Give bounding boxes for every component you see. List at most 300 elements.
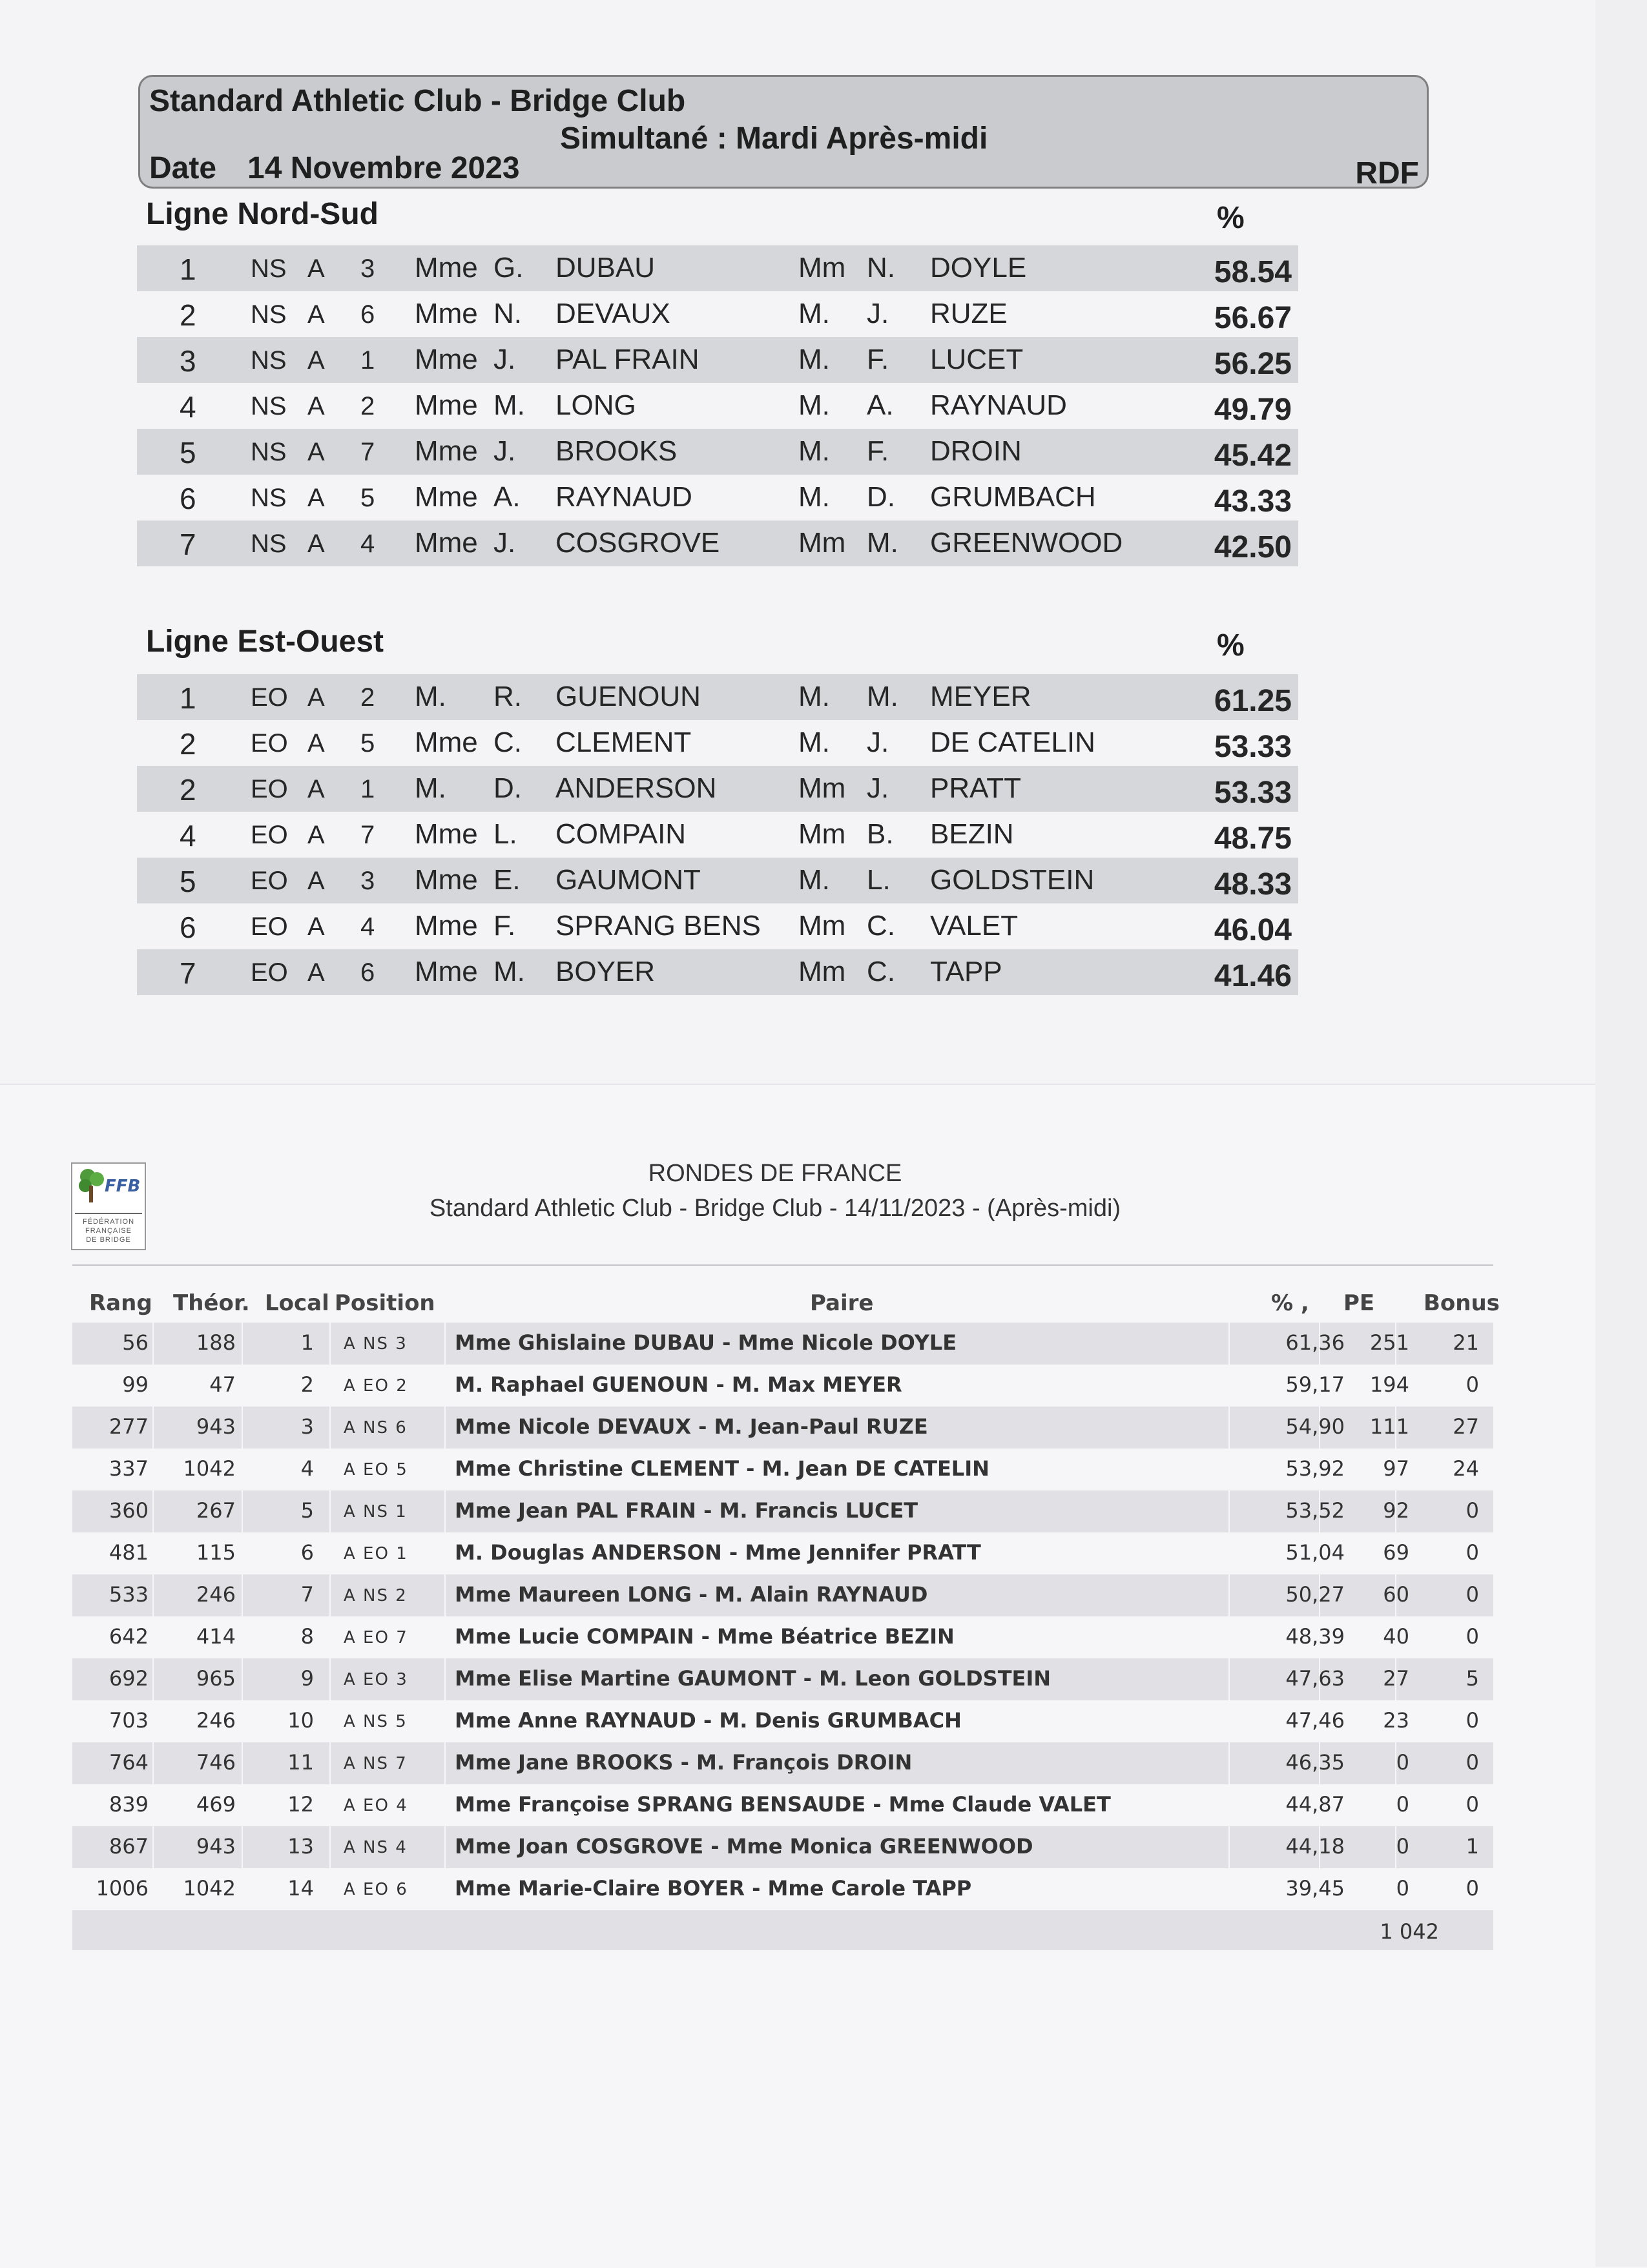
cell-t2: Mm: [798, 252, 846, 284]
cell-rang: 99: [122, 1372, 149, 1397]
result-row: [137, 245, 1298, 291]
cell-tab: 4: [360, 530, 375, 558]
col-pct: % ,: [1271, 1290, 1309, 1316]
col-theo: Théor.: [173, 1290, 250, 1316]
cell-local: 4: [300, 1456, 314, 1481]
cell-divider: [242, 1532, 243, 1574]
cell-pct: 48.33: [1214, 867, 1292, 902]
result-row: [137, 720, 1298, 766]
cell-divider: [329, 1490, 331, 1532]
cell-dir: EO: [251, 683, 288, 712]
cell-theo: 965: [196, 1666, 236, 1691]
cell-pct: 39,45: [1285, 1876, 1345, 1901]
cell-pe: 0: [1396, 1792, 1409, 1817]
cell-tab: 1: [360, 346, 375, 375]
cell-divider: [444, 1574, 446, 1616]
cell-i2: J.: [867, 772, 889, 804]
cell-rang: 360: [109, 1498, 149, 1523]
ranking-row: [72, 1448, 1493, 1490]
cell-i1: A.: [493, 481, 521, 513]
cell-divider: [444, 1700, 446, 1742]
cell-local: 6: [300, 1540, 314, 1565]
cell-divider: [444, 1616, 446, 1658]
cell-rank: 7: [180, 956, 196, 990]
cell-sec: A: [307, 438, 325, 466]
cell-rank: 1: [180, 681, 196, 715]
cell-theo: 47: [209, 1372, 236, 1397]
cell-t2: M.: [798, 389, 830, 421]
cell-i1: D.: [493, 772, 522, 804]
cell-paire: Mme Maureen LONG - M. Alain RAYNAUD: [455, 1582, 928, 1607]
cell-paire: Mme Françoise SPRANG BENSAUDE - Mme Claude VALET: [455, 1792, 1111, 1817]
cell-n1: COMPAIN: [555, 818, 687, 850]
cell-bonus: 0: [1466, 1792, 1479, 1817]
cell-pos: A NS 1: [344, 1502, 408, 1521]
cell-n1: GUENOUN: [555, 681, 701, 712]
cell-theo: 943: [196, 1834, 236, 1859]
cell-i2: F.: [867, 344, 889, 375]
cell-bonus: 0: [1466, 1708, 1479, 1733]
cell-tab: 7: [360, 821, 375, 849]
cell-divider: [329, 1532, 331, 1574]
cell-dir: NS: [251, 346, 287, 375]
cell-i1: J.: [493, 344, 516, 375]
cell-i2: M.: [867, 681, 898, 712]
cell-divider: [152, 1448, 154, 1490]
cell-local: 13: [287, 1834, 314, 1859]
cell-t1: Mme: [415, 818, 478, 850]
cell-divider: [152, 1365, 154, 1407]
cell-divider: [1228, 1323, 1230, 1365]
cell-tab: 6: [360, 958, 375, 987]
cell-sec: A: [307, 346, 325, 375]
cell-i2: C.: [867, 910, 895, 942]
cell-divider: [329, 1448, 331, 1490]
cell-pe: 23: [1383, 1708, 1409, 1733]
result-row: [137, 291, 1298, 337]
cell-pct: 59,17: [1285, 1372, 1345, 1397]
cell-divider: [242, 1448, 243, 1490]
ns-pct-heading: %: [1217, 201, 1245, 235]
cell-divider: [1228, 1616, 1230, 1658]
cell-divider: [329, 1616, 331, 1658]
cell-paire: Mme Nicole DEVAUX - M. Jean-Paul RUZE: [455, 1414, 928, 1439]
cell-t1: Mme: [415, 527, 478, 559]
cell-divider: [329, 1826, 331, 1868]
cell-pe: 92: [1383, 1498, 1409, 1523]
cell-t2: Mm: [798, 772, 846, 804]
cell-n2: VALET: [930, 910, 1019, 942]
col-position: Position: [335, 1290, 435, 1316]
cell-t1: Mme: [415, 481, 478, 513]
cell-theo: 943: [196, 1414, 236, 1439]
cell-dir: NS: [251, 392, 287, 420]
cell-sec: A: [307, 484, 325, 512]
cell-bonus: 0: [1466, 1582, 1479, 1607]
cell-rank: 4: [180, 819, 196, 852]
cell-t1: Mme: [415, 864, 478, 896]
cell-pos: A EO 3: [344, 1670, 408, 1689]
cell-dir: EO: [251, 775, 288, 803]
cell-divider: [242, 1658, 243, 1700]
ranking-row: [72, 1868, 1493, 1910]
ranking-row: [72, 1490, 1493, 1532]
cell-tab: 6: [360, 300, 375, 329]
cell-t1: Mme: [415, 252, 478, 284]
cell-paire: Mme Marie-Claire BOYER - Mme Carole TAPP: [455, 1876, 972, 1901]
cell-paire: Mme Elise Martine GAUMONT - M. Leon GOLDSTEIN: [455, 1666, 1051, 1691]
col-local: Local: [265, 1290, 329, 1316]
cell-tab: 3: [360, 867, 375, 895]
cell-divider: [152, 1868, 154, 1910]
cell-divider: [152, 1826, 154, 1868]
cell-pct: 61.25: [1214, 684, 1292, 718]
cell-pos: A NS 7: [344, 1754, 408, 1773]
session-subtitle: Simultané : Mardi Après-midi: [560, 121, 988, 156]
cell-local: 7: [300, 1582, 314, 1607]
cell-divider: [1228, 1868, 1230, 1910]
cell-theo: 246: [196, 1582, 236, 1607]
cell-t2: Mm: [798, 910, 846, 942]
cell-n1: PAL FRAIN: [555, 344, 699, 375]
cell-local: 3: [300, 1414, 314, 1439]
result-row: [137, 949, 1298, 995]
cell-rang: 764: [109, 1750, 149, 1775]
cell-divider: [242, 1616, 243, 1658]
cell-n1: CLEMENT: [555, 727, 692, 758]
cell-n1: RAYNAUD: [555, 481, 692, 513]
cell-divider: [329, 1323, 331, 1365]
cell-pos: A NS 4: [344, 1838, 408, 1857]
cell-pct: 49.79: [1214, 393, 1292, 427]
cell-pos: A NS 5: [344, 1712, 408, 1731]
cell-t2: M.: [798, 681, 830, 712]
cell-n1: ANDERSON: [555, 772, 717, 804]
cell-pct: 46.04: [1214, 913, 1292, 947]
cell-pe: 194: [1369, 1372, 1409, 1397]
ranking-row: [72, 1700, 1493, 1742]
cell-rank: 2: [180, 773, 196, 807]
cell-dir: NS: [251, 530, 287, 558]
cell-divider: [1228, 1826, 1230, 1868]
cell-i1: G.: [493, 252, 524, 284]
cell-pct: 61,36: [1285, 1330, 1345, 1355]
cell-t2: Mm: [798, 956, 846, 987]
cell-divider: [152, 1616, 154, 1658]
cell-divider: [329, 1742, 331, 1784]
cell-pct: 42.50: [1214, 530, 1292, 564]
cell-divider: [444, 1323, 446, 1365]
ranking-row: [72, 1616, 1493, 1658]
cell-divider: [444, 1365, 446, 1407]
ranking-row: [72, 1365, 1493, 1407]
cell-t1: Mme: [415, 727, 478, 758]
cell-paire: Mme Anne RAYNAUD - M. Denis GRUMBACH: [455, 1708, 962, 1733]
cell-sec: A: [307, 867, 325, 895]
cell-i1: J.: [493, 435, 516, 467]
cell-i2: J.: [867, 298, 889, 329]
ranking-row: [72, 1784, 1493, 1826]
cell-t2: M.: [798, 435, 830, 467]
cell-t1: Mme: [415, 910, 478, 942]
cell-pos: A EO 6: [344, 1880, 408, 1899]
cell-rang: 867: [109, 1834, 149, 1859]
cell-divider: [152, 1700, 154, 1742]
cell-divider: [242, 1490, 243, 1532]
cell-rank: 5: [180, 865, 196, 898]
cell-paire: Mme Lucie COMPAIN - Mme Béatrice BEZIN: [455, 1624, 955, 1649]
cell-dir: NS: [251, 254, 287, 283]
cell-divider: [1228, 1658, 1230, 1700]
cell-divider: [444, 1742, 446, 1784]
cell-i2: L.: [867, 864, 891, 896]
cell-divider: [329, 1784, 331, 1826]
cell-divider: [1228, 1490, 1230, 1532]
result-row: [137, 858, 1298, 903]
ranking-row: [72, 1826, 1493, 1868]
cell-i2: M.: [867, 527, 898, 559]
cell-rang: 56: [122, 1330, 149, 1355]
cell-t1: Mme: [415, 435, 478, 467]
cell-divider: [329, 1700, 331, 1742]
cell-t1: Mme: [415, 389, 478, 421]
cell-theo: 267: [196, 1498, 236, 1523]
cell-dir: EO: [251, 912, 288, 941]
cell-n1: BOYER: [555, 956, 656, 987]
cell-divider: [329, 1365, 331, 1407]
cell-rank: 1: [180, 253, 196, 286]
cell-n2: PRATT: [930, 772, 1021, 804]
cell-local: 10: [287, 1708, 314, 1733]
eo-results-table: [137, 674, 1298, 995]
col-pe: PE: [1343, 1290, 1375, 1316]
cell-divider: [152, 1784, 154, 1826]
header-box: [138, 75, 1429, 189]
logo-line-1: FÉDÉRATION: [82, 1218, 135, 1226]
date-label: Date: [149, 151, 217, 185]
cell-i2: C.: [867, 956, 895, 987]
result-row: [137, 903, 1298, 949]
cell-pe: 69: [1383, 1540, 1409, 1565]
cell-pct: 53.33: [1214, 776, 1292, 810]
cell-n2: DROIN: [930, 435, 1022, 467]
cell-i1: L.: [493, 818, 517, 850]
cell-paire: M. Douglas ANDERSON - Mme Jennifer PRATT: [455, 1540, 981, 1565]
result-row: [137, 383, 1298, 429]
cell-i2: F.: [867, 435, 889, 467]
cell-sec: A: [307, 958, 325, 987]
rdf-title: RONDES DE FRANCE: [648, 1160, 902, 1187]
cell-pct: 56.67: [1214, 301, 1292, 335]
cell-pct: 51,04: [1285, 1540, 1345, 1565]
cell-dir: NS: [251, 300, 287, 329]
result-row: [137, 475, 1298, 521]
cell-rank: 2: [180, 298, 196, 332]
cell-tab: 2: [360, 392, 375, 420]
cell-divider: [329, 1407, 331, 1448]
cell-divider: [152, 1574, 154, 1616]
cell-i1: C.: [493, 727, 522, 758]
cell-pos: A EO 2: [344, 1376, 408, 1396]
cell-theo: 746: [196, 1750, 236, 1775]
cell-i1: F.: [493, 910, 516, 942]
cell-i1: M.: [493, 389, 525, 421]
cell-bonus: 24: [1453, 1456, 1479, 1481]
cell-n2: GRUMBACH: [930, 481, 1096, 513]
ranking-row: [72, 1742, 1493, 1784]
cell-paire: M. Raphael GUENOUN - M. Max MEYER: [455, 1372, 902, 1397]
cell-bonus: 27: [1453, 1414, 1479, 1439]
cell-pe: 97: [1383, 1456, 1409, 1481]
cell-bonus: 0: [1466, 1876, 1479, 1901]
cell-pe: 0: [1396, 1834, 1409, 1859]
cell-n2: BEZIN: [930, 818, 1014, 850]
cell-t2: M.: [798, 727, 830, 758]
cell-sec: A: [307, 530, 325, 558]
cell-i1: M.: [493, 956, 525, 987]
cell-n2: MEYER: [930, 681, 1031, 712]
cell-t1: M.: [415, 772, 446, 804]
cell-i2: D.: [867, 481, 895, 513]
ranking-row: [72, 1532, 1493, 1574]
cell-divider: [329, 1868, 331, 1910]
cell-sec: A: [307, 729, 325, 758]
cell-sec: A: [307, 912, 325, 941]
cell-divider: [444, 1490, 446, 1532]
cell-pos: A NS 3: [344, 1334, 408, 1354]
cell-divider: [242, 1407, 243, 1448]
cell-divider: [1228, 1574, 1230, 1616]
cell-divider: [329, 1658, 331, 1700]
col-paire: Paire: [810, 1290, 874, 1316]
cell-rang: 533: [109, 1582, 149, 1607]
cell-bonus: 5: [1466, 1666, 1479, 1691]
cell-theo: 115: [196, 1540, 236, 1565]
cell-tab: 5: [360, 729, 375, 758]
cell-pe: 0: [1396, 1750, 1409, 1775]
cell-pos: A EO 5: [344, 1460, 408, 1479]
cell-local: 11: [287, 1750, 314, 1775]
result-row: [137, 766, 1298, 812]
cell-dir: EO: [251, 821, 288, 849]
cell-pct: 47,63: [1285, 1666, 1345, 1691]
cell-divider: [242, 1700, 243, 1742]
cell-local: 1: [300, 1330, 314, 1355]
cell-n2: GREENWOOD: [930, 527, 1123, 559]
cell-bonus: 0: [1466, 1372, 1479, 1397]
cell-theo: 1042: [183, 1876, 236, 1901]
cell-divider: [1228, 1448, 1230, 1490]
cell-divider: [1228, 1742, 1230, 1784]
cell-divider: [1228, 1532, 1230, 1574]
cell-t2: Mm: [798, 818, 846, 850]
cell-n1: DUBAU: [555, 252, 656, 284]
cell-pct: 43.33: [1214, 484, 1292, 519]
cell-rang: 1006: [96, 1876, 149, 1901]
rdf-table-footer: [72, 1910, 1493, 1950]
cell-tab: 3: [360, 254, 375, 283]
cell-t1: M.: [415, 681, 446, 712]
cell-i1: E.: [493, 864, 521, 896]
session-date: 14 Novembre 2023: [247, 151, 520, 185]
cell-pct: 56.25: [1214, 347, 1292, 381]
cell-rang: 839: [109, 1792, 149, 1817]
cell-bonus: 0: [1466, 1540, 1479, 1565]
cell-n1: SPRANG BENS: [555, 910, 761, 942]
cell-divider: [152, 1532, 154, 1574]
cell-rang: 481: [109, 1540, 149, 1565]
cell-divider: [1228, 1407, 1230, 1448]
logo-text: FFB: [105, 1177, 141, 1196]
eo-pct-heading: %: [1217, 628, 1245, 663]
cell-n1: BROOKS: [555, 435, 678, 467]
cell-t2: M.: [798, 481, 830, 513]
cell-t1: Mme: [415, 298, 478, 329]
ranking-row: [72, 1323, 1493, 1365]
cell-sec: A: [307, 683, 325, 712]
cell-pct: 44,18: [1285, 1834, 1345, 1859]
cell-n2: DE CATELIN: [930, 727, 1095, 758]
result-row: [137, 812, 1298, 858]
cell-rank: 2: [180, 727, 196, 761]
cell-pct: 53.33: [1214, 730, 1292, 764]
cell-dir: NS: [251, 484, 287, 512]
cell-pct: 54,90: [1285, 1414, 1345, 1439]
cell-rang: 703: [109, 1708, 149, 1733]
cell-i1: N.: [493, 298, 522, 329]
cell-local: 12: [287, 1792, 314, 1817]
cell-rank: 4: [180, 390, 196, 424]
cell-rank: 3: [180, 344, 196, 378]
result-row: [137, 674, 1298, 720]
result-row: [137, 337, 1298, 383]
cell-bonus: 0: [1466, 1624, 1479, 1649]
ns-section-title: Ligne Nord-Sud: [146, 197, 378, 231]
cell-local: 9: [300, 1666, 314, 1691]
cell-t2: M.: [798, 298, 830, 329]
cell-paire: Mme Christine CLEMENT - M. Jean DE CATELIN: [455, 1456, 989, 1481]
cell-divider: [152, 1323, 154, 1365]
cell-divider: [329, 1574, 331, 1616]
cell-divider: [242, 1574, 243, 1616]
cell-pct: 44,87: [1285, 1792, 1345, 1817]
cell-sec: A: [307, 775, 325, 803]
rdf-subtitle: Standard Athletic Club - Bridge Club - 14/11/2023 - (Après-midi): [429, 1195, 1121, 1222]
cell-divider: [152, 1742, 154, 1784]
cell-pct: 41.46: [1214, 959, 1292, 993]
cell-rang: 642: [109, 1624, 149, 1649]
cell-theo: 469: [196, 1792, 236, 1817]
cell-rank: 6: [180, 911, 196, 944]
cell-divider: [444, 1532, 446, 1574]
cell-t1: Mme: [415, 956, 478, 987]
cell-i2: N.: [867, 252, 895, 284]
rdf-divider: [72, 1264, 1493, 1266]
cell-bonus: 0: [1466, 1750, 1479, 1775]
cell-n1: LONG: [555, 389, 636, 421]
cell-paire: Mme Jean PAL FRAIN - M. Francis LUCET: [455, 1498, 918, 1523]
cell-divider: [1228, 1365, 1230, 1407]
cell-paire: Mme Joan COSGROVE - Mme Monica GREENWOOD: [455, 1834, 1033, 1859]
cell-rang: 337: [109, 1456, 149, 1481]
ranking-row: [72, 1658, 1493, 1700]
cell-divider: [242, 1323, 243, 1365]
cell-divider: [242, 1868, 243, 1910]
cell-sec: A: [307, 821, 325, 849]
cell-pe: 0: [1396, 1876, 1409, 1901]
cell-local: 2: [300, 1372, 314, 1397]
cell-n1: GAUMONT: [555, 864, 701, 896]
